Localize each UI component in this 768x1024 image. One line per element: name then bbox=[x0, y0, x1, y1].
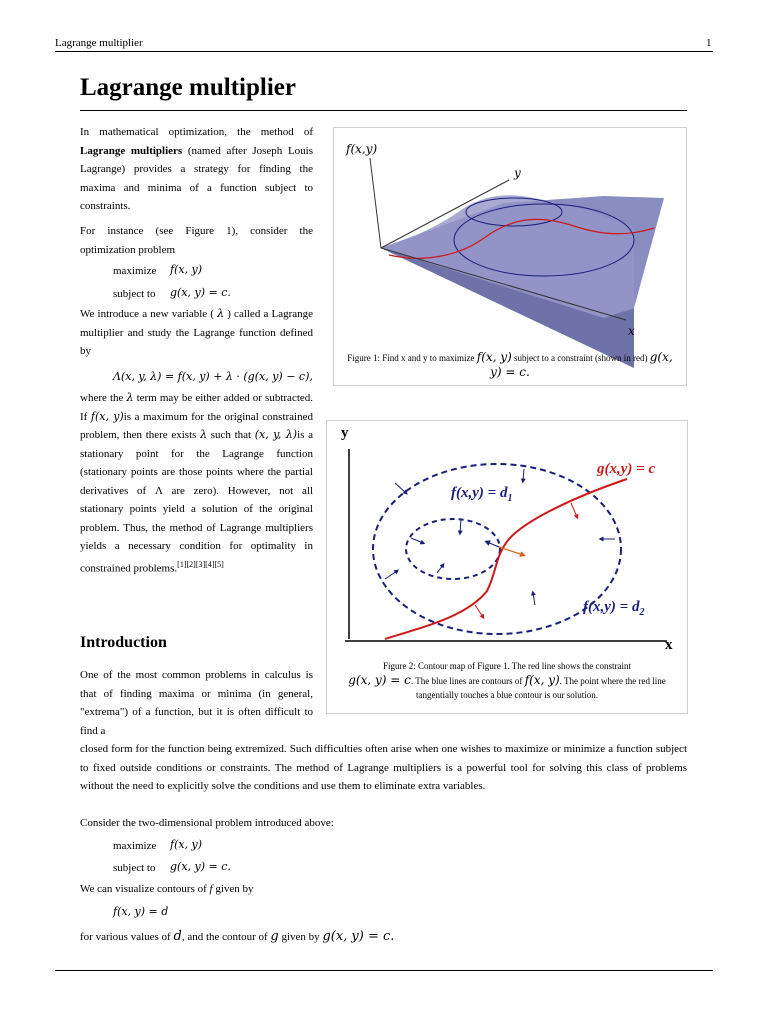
figure-2 bbox=[326, 420, 688, 714]
header-rule bbox=[55, 51, 713, 52]
arrow-inner-left bbox=[411, 538, 423, 543]
arrow-inner-top bbox=[460, 519, 461, 533]
surface-plot bbox=[334, 128, 686, 385]
arrow-tangent-blue bbox=[487, 542, 499, 547]
intro-subject-expr: g(x, y) = c. bbox=[170, 860, 231, 873]
citation-refs[interactable]: [1][2][3][4][5] bbox=[177, 559, 224, 569]
figure-1 bbox=[333, 127, 687, 386]
fig2-label-d2: $f(x,y) = d_2$ bbox=[583, 599, 645, 618]
fig1-label-y: y bbox=[514, 166, 521, 180]
fig2-label-g: g(x,y) = c bbox=[597, 461, 656, 477]
fig2-label-d1: $f(x,y) = d_1$ bbox=[451, 485, 513, 504]
contour-expr: f(x, y) = d bbox=[113, 905, 169, 918]
arrow-red-lower bbox=[475, 605, 483, 617]
intro-subject-label: subject to bbox=[113, 862, 156, 874]
section-heading-introduction: Introduction bbox=[80, 634, 167, 651]
bold-term: Lagrange multipliers bbox=[80, 144, 183, 157]
introduction-paragraph-2: Consider the two-dimensional problem introduced above: bbox=[80, 817, 334, 829]
introduction-paragraph-1-cont: closed form for the function being extremized. Such difficulties often arise when one wishes to maximize or minimize a function subject to fixed outside conditions or constraints. The method of Lagrange multipliers is a powerful tool for solving this class of problems without the need to explicitly solve the conditions and use them to eliminate extra variables. bbox=[80, 743, 687, 792]
introduction-paragraph-3: We can visualize contours of f given by bbox=[80, 883, 254, 895]
introduction-paragraph-1: One of the most common problems in calculus is that of finding maxima or minima (in general, "extrema") of a function, but it is often difficult to find a bbox=[80, 669, 313, 737]
fig1-label-fxy: f(x,y) bbox=[346, 142, 378, 156]
z-axis bbox=[370, 158, 381, 248]
inner-contour-d1 bbox=[406, 519, 500, 579]
fig2-label-x: x bbox=[665, 637, 673, 653]
maximize-label: maximize bbox=[113, 265, 157, 277]
intro-maximize-label: maximize bbox=[113, 840, 157, 852]
fig1-label-x: x bbox=[628, 324, 635, 338]
intro-paragraph-4: where the λ term may be either added or subtracted. If f(x, y)is a maximum for the original constrained problem, then there exists λ such that (x, y, λ)is a stationary point for the Lagrange function (stationary points are those points where the partial derivatives of Λ are zero). However, not all stationary points yield a solution of the original problem. Thus, the method of Lagrange multipliers yields a necessary condition for optimality in constrained problems.[1][2][3][4][5] bbox=[80, 391, 314, 575]
arrow-outer-bl bbox=[385, 571, 397, 579]
arrow-tangent-red bbox=[499, 547, 523, 555]
footer-rule bbox=[55, 970, 713, 971]
arrow-outer-tl bbox=[395, 483, 406, 493]
intro-paragraph-2: For instance (see Figure 1), consider the optimization problem bbox=[80, 225, 313, 256]
arrow-red-upper bbox=[571, 503, 577, 517]
maximize-expr: f(x, y) bbox=[170, 263, 203, 276]
figure-1-caption: Figure 1: Find x and y to maximize f(x, y) subject to a constraint (shown in red) g(x, y) = c. bbox=[347, 350, 673, 379]
subject-label: subject to bbox=[113, 288, 156, 300]
arrow-outer-top bbox=[523, 469, 524, 481]
running-header-title: Lagrange multiplier bbox=[55, 37, 143, 49]
lagrange-function-expr: Λ(x, y, λ) = f(x, y) + λ · (g(x, y) − c), bbox=[113, 370, 313, 383]
page-title: Lagrange multiplier bbox=[80, 74, 296, 101]
subject-expr: g(x, y) = c. bbox=[170, 286, 231, 299]
title-rule bbox=[80, 110, 687, 111]
page-number: 1 bbox=[706, 37, 712, 49]
intro-maximize-expr: f(x, y) bbox=[170, 838, 203, 851]
intro-paragraph-3: We introduce a new variable ( λ ) called a Lagrange multiplier and study the Lagrange function defined by bbox=[80, 307, 314, 357]
fig2-label-y: y bbox=[341, 425, 349, 441]
arrow-outer-bottom bbox=[533, 593, 535, 605]
intro-paragraph-1: In mathematical optimization, the method of Lagrange multipliers (named after Joseph Louis Lagrange) provides a strategy for finding the maxima and minima of a function subject to constraints. bbox=[80, 126, 313, 212]
introduction-paragraph-4: for various values of d, and the contour of g given by g(x, y) = c. bbox=[80, 929, 395, 944]
figure-2-caption: Figure 2: Contour map of Figure 1. The red line shows the constraint g(x, y) = c. The blue lines are contours of f(x, y). The point where the red line tangentially touches a blue contour is our solution. bbox=[348, 661, 666, 700]
arrow-inner-bottom bbox=[437, 565, 443, 573]
